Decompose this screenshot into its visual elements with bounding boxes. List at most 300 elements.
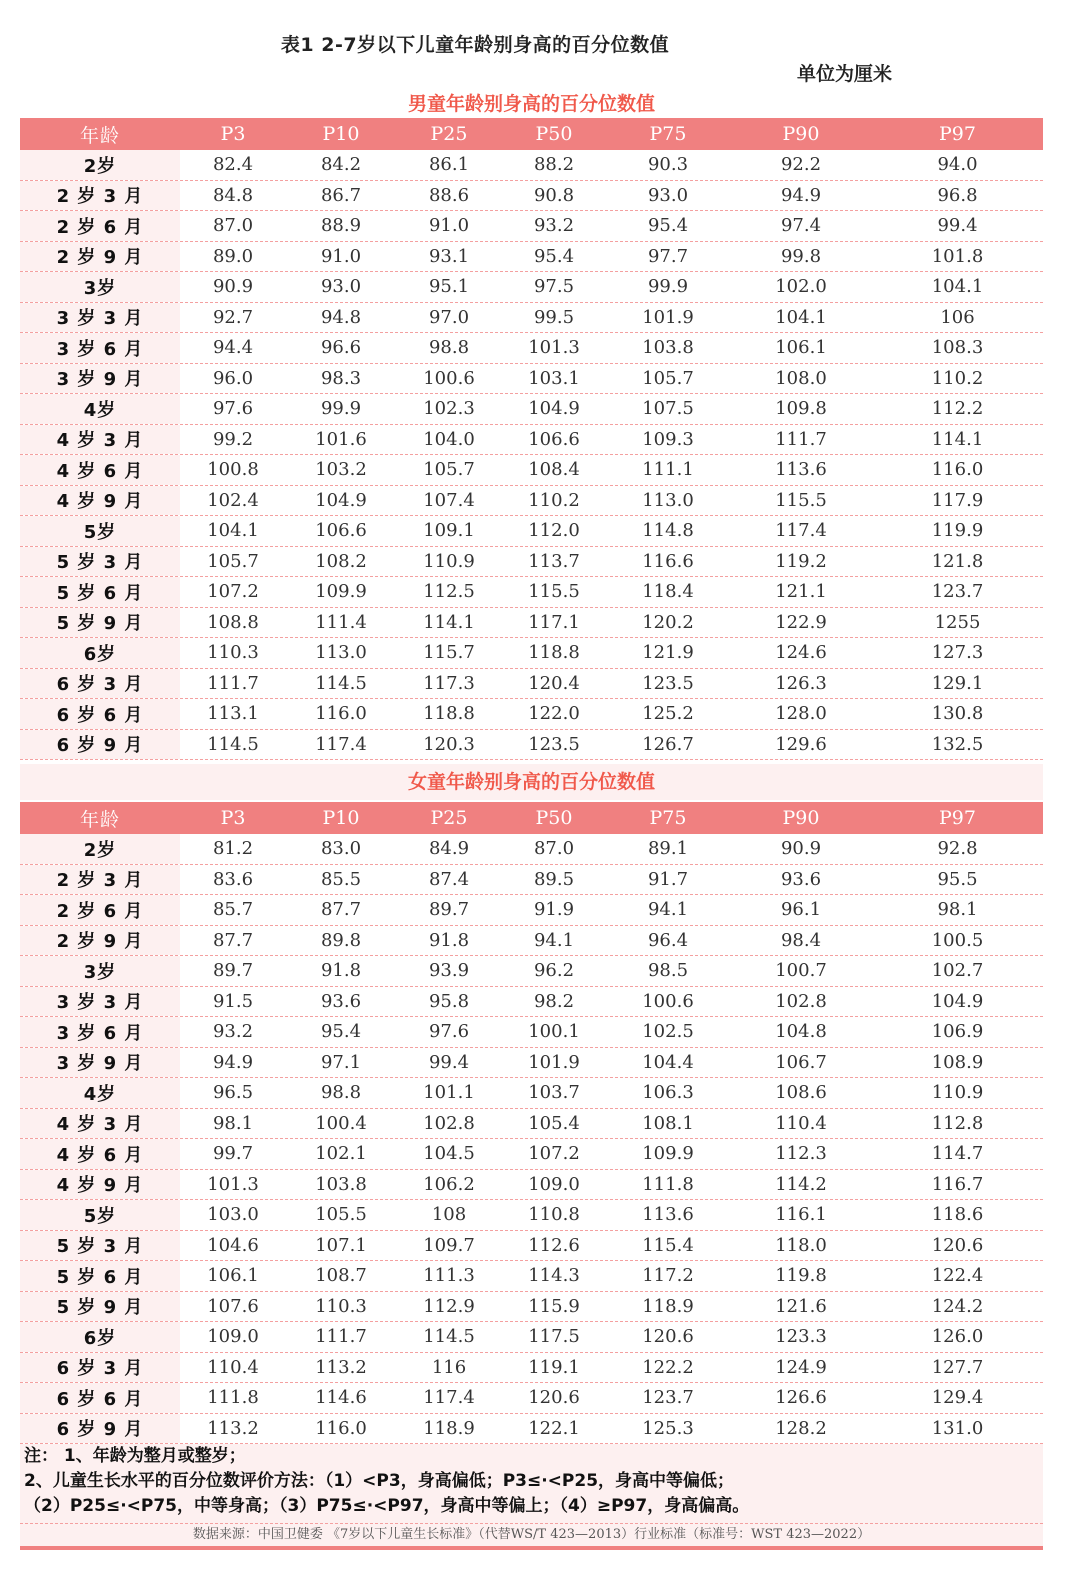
notes-section xyxy=(20,1444,1043,1524)
p75-cell: 99.9 xyxy=(647,276,689,298)
p10-cell: 84.2 xyxy=(320,154,362,176)
age-cell: 3 岁 9 月 xyxy=(20,364,180,394)
table-row xyxy=(20,1414,1043,1445)
p97-cell: 95.5 xyxy=(937,868,978,890)
boys-height-table xyxy=(20,118,1043,760)
p90-cell: 108.6 xyxy=(775,1082,827,1104)
p50-cell: 119.1 xyxy=(528,1356,580,1378)
p50-cell: 112.0 xyxy=(528,520,580,542)
age-cell: 3 岁 6 月 xyxy=(20,333,180,363)
table-row xyxy=(20,1109,1043,1140)
p90-cell: 108.0 xyxy=(775,367,827,389)
p97-cell: 94.0 xyxy=(937,154,978,176)
p25-cell: 109.7 xyxy=(423,1234,475,1256)
table-row xyxy=(20,608,1043,639)
p50-cell: 114.3 xyxy=(528,1265,580,1287)
p97-cell: 118.6 xyxy=(931,1204,984,1226)
p50-cell: 96.2 xyxy=(533,960,575,982)
p3-cell: 110.4 xyxy=(207,1356,259,1378)
p75-cell: 107.5 xyxy=(642,398,694,420)
p25-cell: 120.3 xyxy=(423,733,475,755)
age-cell: 4 岁 3 月 xyxy=(20,1109,180,1139)
p3-cell: 91.5 xyxy=(212,990,254,1012)
table-row xyxy=(20,1292,1043,1323)
p25-cell: 88.6 xyxy=(428,184,470,206)
p25-cell: 105.7 xyxy=(423,459,475,481)
table-row xyxy=(20,834,1043,865)
p10-cell: 93.0 xyxy=(320,276,362,298)
p50-cell: 120.4 xyxy=(528,672,580,694)
p10-cell: 111.4 xyxy=(315,611,367,633)
table-row xyxy=(20,150,1043,181)
age-cell: 3 岁 3 月 xyxy=(20,303,180,333)
p3-cell: 107.6 xyxy=(207,1295,259,1317)
p50-cell: 105.4 xyxy=(528,1112,580,1134)
p3-cell: 93.2 xyxy=(212,1021,254,1043)
age-cell: 2岁 xyxy=(20,150,180,180)
p3-cell: 105.7 xyxy=(207,550,259,572)
p10-cell: 104.9 xyxy=(315,489,367,511)
p90-cell: 110.4 xyxy=(775,1112,827,1134)
p97-cell: 101.8 xyxy=(931,245,984,267)
p90-cell: 109.8 xyxy=(775,398,827,420)
p90-cell: 122.9 xyxy=(775,611,827,633)
p50-cell: 98.2 xyxy=(533,990,575,1012)
p10-cell: 89.8 xyxy=(320,929,362,951)
p3-cell: 99.7 xyxy=(212,1143,254,1165)
table-row xyxy=(20,211,1043,242)
p97-cell: 116.7 xyxy=(931,1173,984,1195)
p75-cell: 106.3 xyxy=(642,1082,694,1104)
p90-cell: 126.6 xyxy=(775,1387,827,1409)
table-row xyxy=(20,1383,1043,1414)
p25-cell: 101.1 xyxy=(423,1082,475,1104)
girls-table-body xyxy=(20,834,1043,1444)
p10-cell: 83.0 xyxy=(320,838,362,860)
column-header-p10: P10 xyxy=(322,807,360,829)
p97-cell: 127.7 xyxy=(931,1356,984,1378)
p50-cell: 99.5 xyxy=(533,306,575,328)
age-cell: 5岁 xyxy=(20,1200,180,1230)
p25-cell: 97.6 xyxy=(428,1021,470,1043)
column-header-p75: P75 xyxy=(649,123,687,145)
p3-cell: 107.2 xyxy=(207,581,259,603)
p90-cell: 104.8 xyxy=(775,1021,827,1043)
p97-cell: 104.1 xyxy=(931,276,984,298)
p75-cell: 114.8 xyxy=(642,520,694,542)
p25-cell: 87.4 xyxy=(428,868,470,890)
age-cell: 5 岁 3 月 xyxy=(20,1231,180,1261)
p25-cell: 100.6 xyxy=(423,367,475,389)
age-cell: 2 岁 3 月 xyxy=(20,181,180,211)
p97-cell: 119.9 xyxy=(931,520,984,542)
age-cell: 4 岁 3 月 xyxy=(20,425,180,455)
p90-cell: 92.2 xyxy=(780,154,822,176)
table-row xyxy=(20,394,1043,425)
p50-cell: 88.2 xyxy=(533,154,575,176)
p90-cell: 106.1 xyxy=(775,337,827,359)
table-row xyxy=(20,1017,1043,1048)
column-header-p25: P25 xyxy=(430,807,468,829)
p75-cell: 104.4 xyxy=(642,1051,694,1073)
age-cell: 2 岁 3 月 xyxy=(20,865,180,895)
p3-cell: 89.7 xyxy=(212,960,254,982)
p25-cell: 104.0 xyxy=(423,428,475,450)
p97-cell: 108.9 xyxy=(931,1051,984,1073)
boys-table-body xyxy=(20,150,1043,760)
table-row xyxy=(20,699,1043,730)
p10-cell: 113.0 xyxy=(315,642,367,664)
p3-cell: 113.2 xyxy=(207,1417,259,1439)
p50-cell: 112.6 xyxy=(528,1234,580,1256)
p25-cell: 86.1 xyxy=(428,154,470,176)
table-row xyxy=(20,1200,1043,1231)
p97-cell: 121.8 xyxy=(931,550,984,572)
table-header xyxy=(20,118,1043,150)
p10-cell: 87.7 xyxy=(320,899,362,921)
p10-cell: 94.8 xyxy=(320,306,362,328)
p3-cell: 108.8 xyxy=(207,611,259,633)
p90-cell: 104.1 xyxy=(775,306,827,328)
p90-cell: 128.2 xyxy=(775,1417,827,1439)
data-source-note: 数据来源：中国卫健委 《7岁以下儿童生长标准》（代替WS/T 423—2013）行业标准（标准号：WST 423—2022） xyxy=(20,1524,1043,1546)
p90-cell: 93.6 xyxy=(780,868,822,890)
p90-cell: 119.8 xyxy=(775,1265,827,1287)
p10-cell: 108.2 xyxy=(315,550,367,572)
p25-cell: 107.4 xyxy=(423,489,475,511)
p3-cell: 103.0 xyxy=(207,1204,259,1226)
table-row xyxy=(20,516,1043,547)
p10-cell: 109.9 xyxy=(315,581,367,603)
age-cell: 6岁 xyxy=(20,638,180,668)
age-cell: 2 岁 6 月 xyxy=(20,211,180,241)
p10-cell: 117.4 xyxy=(315,733,367,755)
p97-cell: 114.1 xyxy=(931,428,984,450)
p75-cell: 101.9 xyxy=(642,306,694,328)
p75-cell: 113.6 xyxy=(642,1204,694,1226)
p75-cell: 90.3 xyxy=(647,154,689,176)
p50-cell: 94.1 xyxy=(533,929,575,951)
p3-cell: 87.7 xyxy=(212,929,254,951)
table-row xyxy=(20,669,1043,700)
p3-cell: 98.1 xyxy=(212,1112,254,1134)
p75-cell: 123.5 xyxy=(642,672,694,694)
age-cell: 2 岁 9 月 xyxy=(20,926,180,956)
p25-cell: 95.1 xyxy=(428,276,470,298)
p3-cell: 94.9 xyxy=(212,1051,254,1073)
p90-cell: 128.0 xyxy=(775,703,827,725)
p50-cell: 103.7 xyxy=(528,1082,580,1104)
p50-cell: 123.5 xyxy=(528,733,580,755)
table-row xyxy=(20,181,1043,212)
table-row xyxy=(20,926,1043,957)
p3-cell: 87.0 xyxy=(212,215,254,237)
p50-cell: 89.5 xyxy=(533,868,575,890)
p75-cell: 97.7 xyxy=(647,245,689,267)
p75-cell: 117.2 xyxy=(642,1265,694,1287)
age-cell: 6 岁 3 月 xyxy=(20,669,180,699)
age-cell: 4 岁 9 月 xyxy=(20,486,180,516)
p25-cell: 102.3 xyxy=(423,398,475,420)
p10-cell: 108.7 xyxy=(315,1265,367,1287)
note-line-1: 注： 1、年龄为整月或整岁； xyxy=(24,1446,246,1466)
p97-cell: 92.8 xyxy=(937,838,978,860)
p25-cell: 98.8 xyxy=(428,337,470,359)
p3-cell: 90.9 xyxy=(212,276,254,298)
p25-cell: 102.8 xyxy=(423,1112,475,1134)
p50-cell: 103.1 xyxy=(528,367,580,389)
age-cell: 2岁 xyxy=(20,834,180,864)
note-line-3: （2）P25≤·<P75，中等身高；（3）P75≤·<P97，身高中等偏上；（4）≥P97，身高偏高。 xyxy=(24,1496,750,1516)
p97-cell: 112.8 xyxy=(931,1112,984,1134)
p75-cell: 121.9 xyxy=(642,642,694,664)
age-cell: 4岁 xyxy=(20,1078,180,1108)
p90-cell: 111.7 xyxy=(775,428,827,450)
p75-cell: 102.5 xyxy=(642,1021,694,1043)
p90-cell: 97.4 xyxy=(780,215,822,237)
p3-cell: 97.6 xyxy=(212,398,254,420)
p97-cell: 96.8 xyxy=(937,184,978,206)
age-cell: 5 岁 9 月 xyxy=(20,1292,180,1322)
p75-cell: 100.6 xyxy=(642,990,694,1012)
age-cell: 5 岁 9 月 xyxy=(20,608,180,638)
p75-cell: 108.1 xyxy=(642,1112,694,1134)
column-header-p50: P50 xyxy=(535,123,573,145)
p97-cell: 112.2 xyxy=(931,398,984,420)
p75-cell: 94.1 xyxy=(647,899,689,921)
p10-cell: 114.5 xyxy=(315,672,367,694)
p3-cell: 83.6 xyxy=(212,868,254,890)
p25-cell: 115.7 xyxy=(423,642,475,664)
age-cell: 2 岁 6 月 xyxy=(20,895,180,925)
p90-cell: 118.0 xyxy=(775,1234,827,1256)
p3-cell: 102.4 xyxy=(207,489,259,511)
p10-cell: 114.6 xyxy=(315,1387,367,1409)
girls-table-subtitle: 女童年龄别身高的百分位数值 xyxy=(20,764,1043,800)
unit-label: 单位为厘米 xyxy=(797,63,893,85)
p97-cell: 106 xyxy=(940,306,975,328)
column-header-p50: P50 xyxy=(535,807,573,829)
p10-cell: 113.2 xyxy=(315,1356,367,1378)
p75-cell: 118.4 xyxy=(642,581,694,603)
p97-cell: 129.1 xyxy=(931,672,984,694)
p50-cell: 109.0 xyxy=(528,1173,580,1195)
table-row xyxy=(20,1078,1043,1109)
p10-cell: 88.9 xyxy=(320,215,362,237)
age-cell: 6 岁 6 月 xyxy=(20,1383,180,1413)
table-row xyxy=(20,303,1043,334)
p25-cell: 99.4 xyxy=(428,1051,470,1073)
p25-cell: 117.3 xyxy=(423,672,475,694)
p10-cell: 86.7 xyxy=(320,184,362,206)
p3-cell: 111.7 xyxy=(207,672,259,694)
p10-cell: 103.2 xyxy=(315,459,367,481)
table-row xyxy=(20,865,1043,896)
p75-cell: 118.9 xyxy=(642,1295,694,1317)
p75-cell: 105.7 xyxy=(642,367,694,389)
table-row xyxy=(20,547,1043,578)
p50-cell: 91.9 xyxy=(533,899,575,921)
table-row xyxy=(20,333,1043,364)
p25-cell: 104.5 xyxy=(423,1143,475,1165)
p3-cell: 100.8 xyxy=(207,459,259,481)
p90-cell: 94.9 xyxy=(780,184,822,206)
p75-cell: 98.5 xyxy=(647,960,689,982)
p25-cell: 117.4 xyxy=(423,1387,475,1409)
p50-cell: 118.8 xyxy=(528,642,580,664)
p10-cell: 111.7 xyxy=(315,1326,367,1348)
table-row xyxy=(20,364,1043,395)
p25-cell: 93.1 xyxy=(428,245,470,267)
p3-cell: 104.6 xyxy=(207,1234,259,1256)
p3-cell: 114.5 xyxy=(207,733,259,755)
p75-cell: 125.3 xyxy=(642,1417,694,1439)
p97-cell: 122.4 xyxy=(931,1265,984,1287)
p75-cell: 120.6 xyxy=(642,1326,694,1348)
p3-cell: 89.0 xyxy=(212,245,254,267)
age-cell: 5 岁 6 月 xyxy=(20,1261,180,1291)
p75-cell: 116.6 xyxy=(642,550,694,572)
p10-cell: 116.0 xyxy=(315,703,367,725)
age-cell: 3岁 xyxy=(20,272,180,302)
age-cell: 2 岁 9 月 xyxy=(20,242,180,272)
p75-cell: 95.4 xyxy=(647,215,689,237)
age-cell: 6 岁 9 月 xyxy=(20,1414,180,1444)
column-header-age: 年龄 xyxy=(79,808,120,831)
p75-cell: 96.4 xyxy=(647,929,689,951)
p25-cell: 118.9 xyxy=(423,1417,475,1439)
p97-cell: 102.7 xyxy=(931,960,984,982)
age-cell: 5岁 xyxy=(20,516,180,546)
p90-cell: 90.9 xyxy=(780,838,822,860)
p97-cell: 114.7 xyxy=(931,1143,984,1165)
p75-cell: 93.0 xyxy=(647,184,689,206)
p10-cell: 96.6 xyxy=(320,337,362,359)
table-row xyxy=(20,1170,1043,1201)
p25-cell: 93.9 xyxy=(428,960,470,982)
table-row xyxy=(20,455,1043,486)
table-row xyxy=(20,242,1043,273)
age-cell: 3 岁 3 月 xyxy=(20,987,180,1017)
age-cell: 6 岁 6 月 xyxy=(20,699,180,729)
p10-cell: 98.3 xyxy=(320,367,362,389)
p75-cell: 126.7 xyxy=(642,733,694,755)
table-header xyxy=(20,802,1043,834)
p97-cell: 126.0 xyxy=(931,1326,984,1348)
p50-cell: 101.3 xyxy=(528,337,580,359)
p10-cell: 105.5 xyxy=(315,1204,367,1226)
p25-cell: 112.5 xyxy=(423,581,475,603)
p50-cell: 106.6 xyxy=(528,428,580,450)
column-header-p3: P3 xyxy=(220,123,246,145)
p50-cell: 100.1 xyxy=(528,1021,580,1043)
p97-cell: 106.9 xyxy=(931,1021,984,1043)
p90-cell: 100.7 xyxy=(775,960,827,982)
p3-cell: 104.1 xyxy=(207,520,259,542)
p97-cell: 98.1 xyxy=(937,899,978,921)
p90-cell: 119.2 xyxy=(775,550,827,572)
table-row xyxy=(20,1261,1043,1292)
p25-cell: 114.5 xyxy=(423,1326,475,1348)
p97-cell: 117.9 xyxy=(931,489,984,511)
p90-cell: 98.4 xyxy=(780,929,822,951)
p50-cell: 107.2 xyxy=(528,1143,580,1165)
p10-cell: 102.1 xyxy=(315,1143,367,1165)
p10-cell: 85.5 xyxy=(320,868,362,890)
table-row xyxy=(20,638,1043,669)
p25-cell: 89.7 xyxy=(428,899,470,921)
p50-cell: 87.0 xyxy=(533,838,575,860)
p3-cell: 94.4 xyxy=(212,337,254,359)
p75-cell: 123.7 xyxy=(642,1387,694,1409)
p97-cell: 110.2 xyxy=(931,367,984,389)
p10-cell: 101.6 xyxy=(315,428,367,450)
p50-cell: 117.1 xyxy=(528,611,580,633)
table-row xyxy=(20,1353,1043,1384)
p90-cell: 112.3 xyxy=(775,1143,827,1165)
p75-cell: 115.4 xyxy=(642,1234,694,1256)
p90-cell: 124.9 xyxy=(775,1356,827,1378)
column-header-p3: P3 xyxy=(220,807,246,829)
p25-cell: 116 xyxy=(431,1356,467,1378)
p97-cell: 129.4 xyxy=(931,1387,984,1409)
p10-cell: 98.8 xyxy=(320,1082,362,1104)
p25-cell: 91.0 xyxy=(428,215,470,237)
p25-cell: 84.9 xyxy=(428,838,470,860)
column-header-age: 年龄 xyxy=(79,124,120,147)
p90-cell: 106.7 xyxy=(775,1051,827,1073)
p25-cell: 112.9 xyxy=(423,1295,475,1317)
p3-cell: 111.8 xyxy=(207,1387,259,1409)
p50-cell: 110.8 xyxy=(528,1204,580,1226)
p50-cell: 120.6 xyxy=(528,1387,580,1409)
p3-cell: 99.2 xyxy=(212,428,254,450)
p25-cell: 111.3 xyxy=(423,1265,475,1287)
age-cell: 3 岁 6 月 xyxy=(20,1017,180,1047)
p75-cell: 89.1 xyxy=(647,838,689,860)
p50-cell: 101.9 xyxy=(528,1051,580,1073)
p75-cell: 111.8 xyxy=(642,1173,694,1195)
p90-cell: 121.1 xyxy=(775,581,827,603)
p10-cell: 91.8 xyxy=(320,960,362,982)
p25-cell: 109.1 xyxy=(423,520,475,542)
p75-cell: 120.2 xyxy=(642,611,694,633)
p97-cell: 104.9 xyxy=(931,990,984,1012)
table-row xyxy=(20,1048,1043,1079)
p97-cell: 131.0 xyxy=(931,1417,984,1439)
p97-cell: 130.8 xyxy=(931,703,984,725)
p50-cell: 95.4 xyxy=(533,245,575,267)
p97-cell: 1255 xyxy=(934,611,981,633)
p3-cell: 84.8 xyxy=(212,184,254,206)
p3-cell: 110.3 xyxy=(207,642,259,664)
age-cell: 3 岁 9 月 xyxy=(20,1048,180,1078)
girls-height-table xyxy=(20,802,1043,1444)
p50-cell: 97.5 xyxy=(533,276,575,298)
age-cell: 3岁 xyxy=(20,956,180,986)
p97-cell: 132.5 xyxy=(931,733,984,755)
p3-cell: 82.4 xyxy=(212,154,254,176)
p97-cell: 120.6 xyxy=(931,1234,984,1256)
p10-cell: 106.6 xyxy=(315,520,367,542)
p90-cell: 114.2 xyxy=(775,1173,827,1195)
page-title: 表1 2-7岁以下儿童年龄别身高的百分位数值 xyxy=(280,34,670,56)
table-row xyxy=(20,987,1043,1018)
p50-cell: 113.7 xyxy=(528,550,580,572)
p97-cell: 123.7 xyxy=(931,581,984,603)
p90-cell: 99.8 xyxy=(780,245,822,267)
p3-cell: 101.3 xyxy=(207,1173,259,1195)
